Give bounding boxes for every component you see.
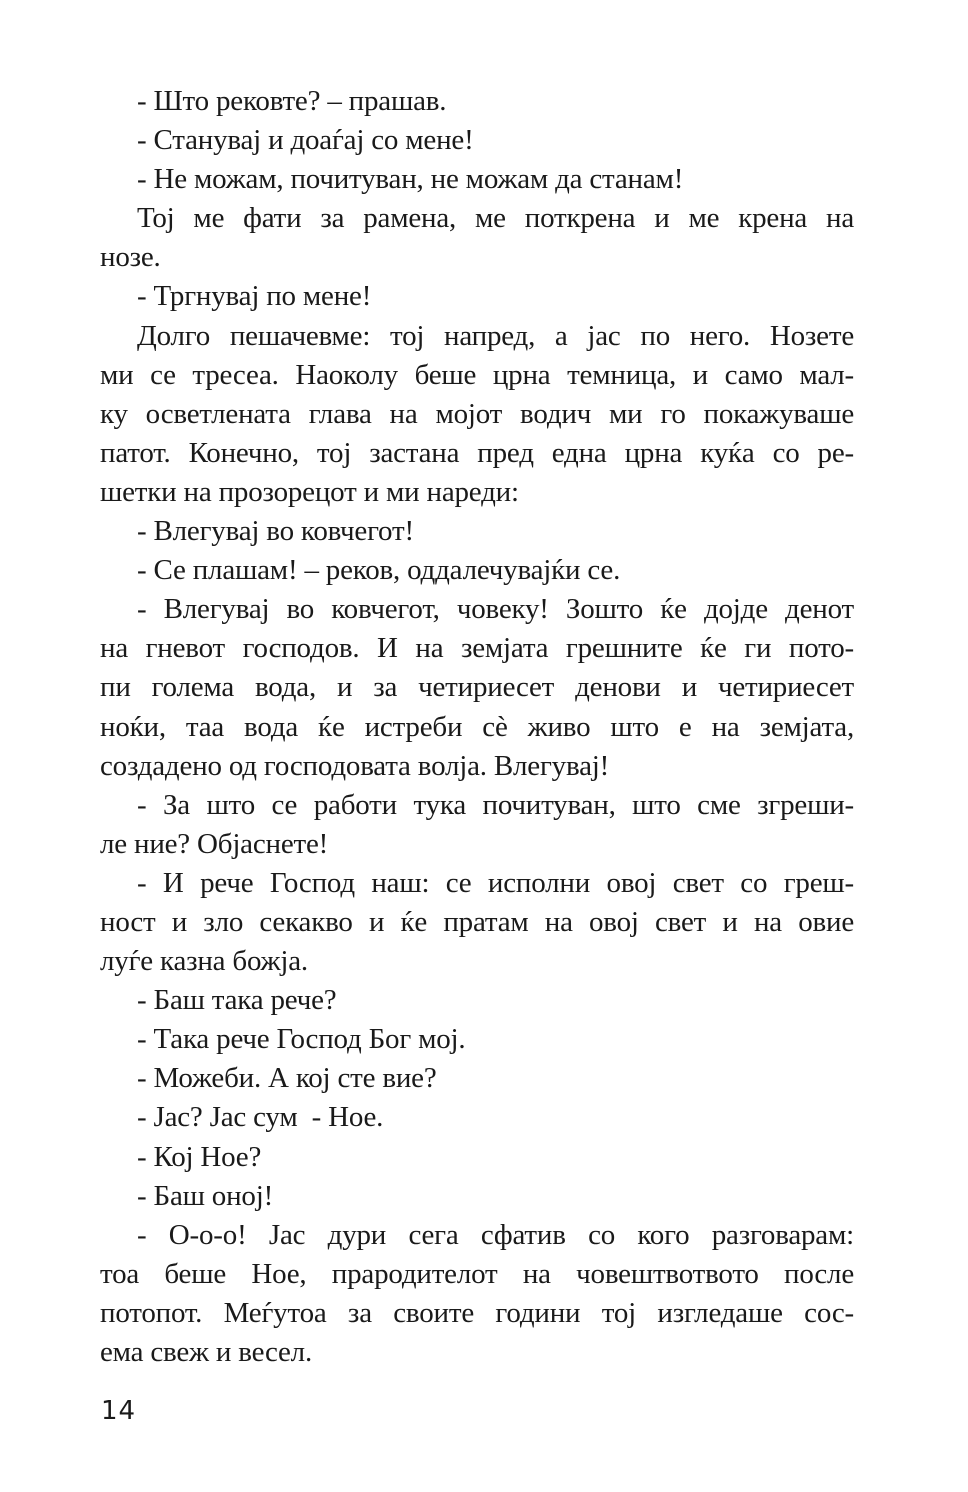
text-line: - Не можам, почитуван, не можам да станам! — [137, 163, 684, 196]
text-line: ема свеж и весел. — [100, 1336, 313, 1368]
text-line: - И рече Господ наш: се исполни овој свет со греш- — [137, 866, 854, 899]
text-line: патот. Конечно, тој застана пред една црна куќа со ре- — [100, 436, 854, 469]
text-line: - За што се работи тука почитуван, што сме згреши- — [137, 788, 854, 821]
text-line: - Тргнувај по мене! — [137, 280, 372, 313]
text-line: создадено од господовата волја. Влегувај! — [100, 749, 610, 782]
text-line: - Јас? Јас сум - Ное. — [137, 1101, 384, 1134]
text-line: ле ние? Објаснете! — [100, 827, 329, 860]
text-line: - Влегувај во ковчегот, човеку! Зошто ќе дојде денот — [137, 593, 854, 626]
text-line: - О-о-о! Јас дури сега сфатив со кого разговарам: — [137, 1218, 854, 1251]
text-line: ност и зло секакво и ќе пратам на овој свет и на овие — [100, 905, 854, 938]
text-line: на гневот господов. И на земјата грешните ќе ги пото- — [100, 632, 854, 665]
text-line: - Што рековте? – прашав. — [137, 85, 447, 117]
text-line: - Кој Ное? — [137, 1140, 262, 1173]
text-line: - Така рече Господ Бог мој. — [137, 1023, 466, 1056]
text-line: - Баш оној! — [137, 1179, 274, 1212]
text-line: пи голема вода, и за четириесет денови и четириесет — [100, 671, 854, 704]
text-line: нозе. — [100, 241, 161, 274]
text-line: Тој ме фати за рамена, ме поткрена и ме крена на — [137, 202, 854, 235]
text-line: - Баш така рече? — [137, 984, 337, 1017]
text-line: Долго пешачевме: тој напред, а јас по него. Нозете — [137, 319, 854, 352]
text-line: ми се тресеа. Наоколу беше црна темница, и само мал- — [100, 358, 854, 391]
text-line: ноќи, таа вода ќе истреби сѐ живо што е на земјата, — [100, 710, 854, 743]
page-body — [100, 82, 854, 1372]
text-line: - Влегувај во ковчегот! — [137, 515, 414, 548]
text-line: - Можеби. А кој сте вие? — [137, 1062, 437, 1095]
text-line: ку осветлената глава на мојот водич ми го покажуваше — [100, 397, 854, 430]
text-line: - Станувај и доаѓај со мене! — [137, 124, 474, 157]
text-line: потопот. Меѓутоа за своите години тој изгледаше сос- — [100, 1296, 854, 1329]
text-line: шетки на прозорецот и ми нареди: — [100, 475, 519, 508]
text-line: - Се плашам! – реков, оддалечувајќи се. — [137, 554, 621, 587]
text-line: луѓе казна божја. — [100, 945, 308, 978]
text-line: тоа беше Ное, прародителот на човештвотвото после — [100, 1257, 854, 1290]
page-number: 14 — [101, 1396, 137, 1426]
